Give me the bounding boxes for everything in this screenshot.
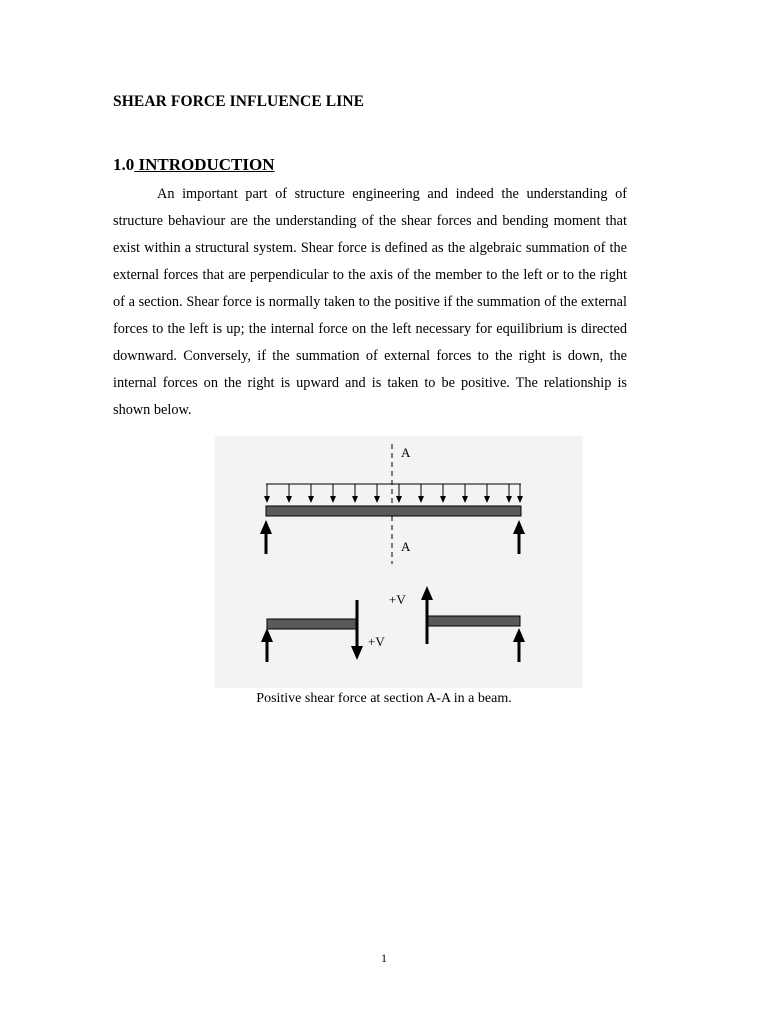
figure-background: [215, 436, 583, 688]
shear-force-figure: [215, 436, 583, 688]
right-beam-segment: [428, 616, 520, 626]
figure-caption: Positive shear force at section A-A in a beam.: [256, 691, 512, 706]
intro-paragraph: An important part of structure engineering and indeed the understanding of structure behaviour are the understanding of the shear forces and bending moment that exist within a structural system. Shear force is defined as the algebraic summation of the external forces that are perpendicular to the axis of the member to the left or to the right of a section. Shear force is normally taken to the positive if the summation of the external forces to the left is up; the internal force on the left necessary for equilibrium is directed downward. Conversely, if the summation of external forces to the right is down, the internal forces on the right is upward and is taken to be positive. The relationship is shown below.: [113, 186, 627, 418]
section-heading-text: INTRODUCTION: [138, 155, 275, 174]
left-shear-label: +V: [368, 634, 385, 649]
section-label-bottom: A: [401, 539, 411, 554]
full-beam: [266, 506, 521, 516]
right-shear-label: +V: [389, 592, 406, 607]
section-heading: [113, 155, 275, 175]
section-number: 1.0: [113, 155, 135, 174]
document-title: SHEAR FORCE INFLUENCE LINE: [113, 93, 365, 110]
section-label-top: A: [401, 445, 411, 460]
left-beam-segment: [267, 619, 357, 629]
page-number: 1: [381, 951, 387, 965]
